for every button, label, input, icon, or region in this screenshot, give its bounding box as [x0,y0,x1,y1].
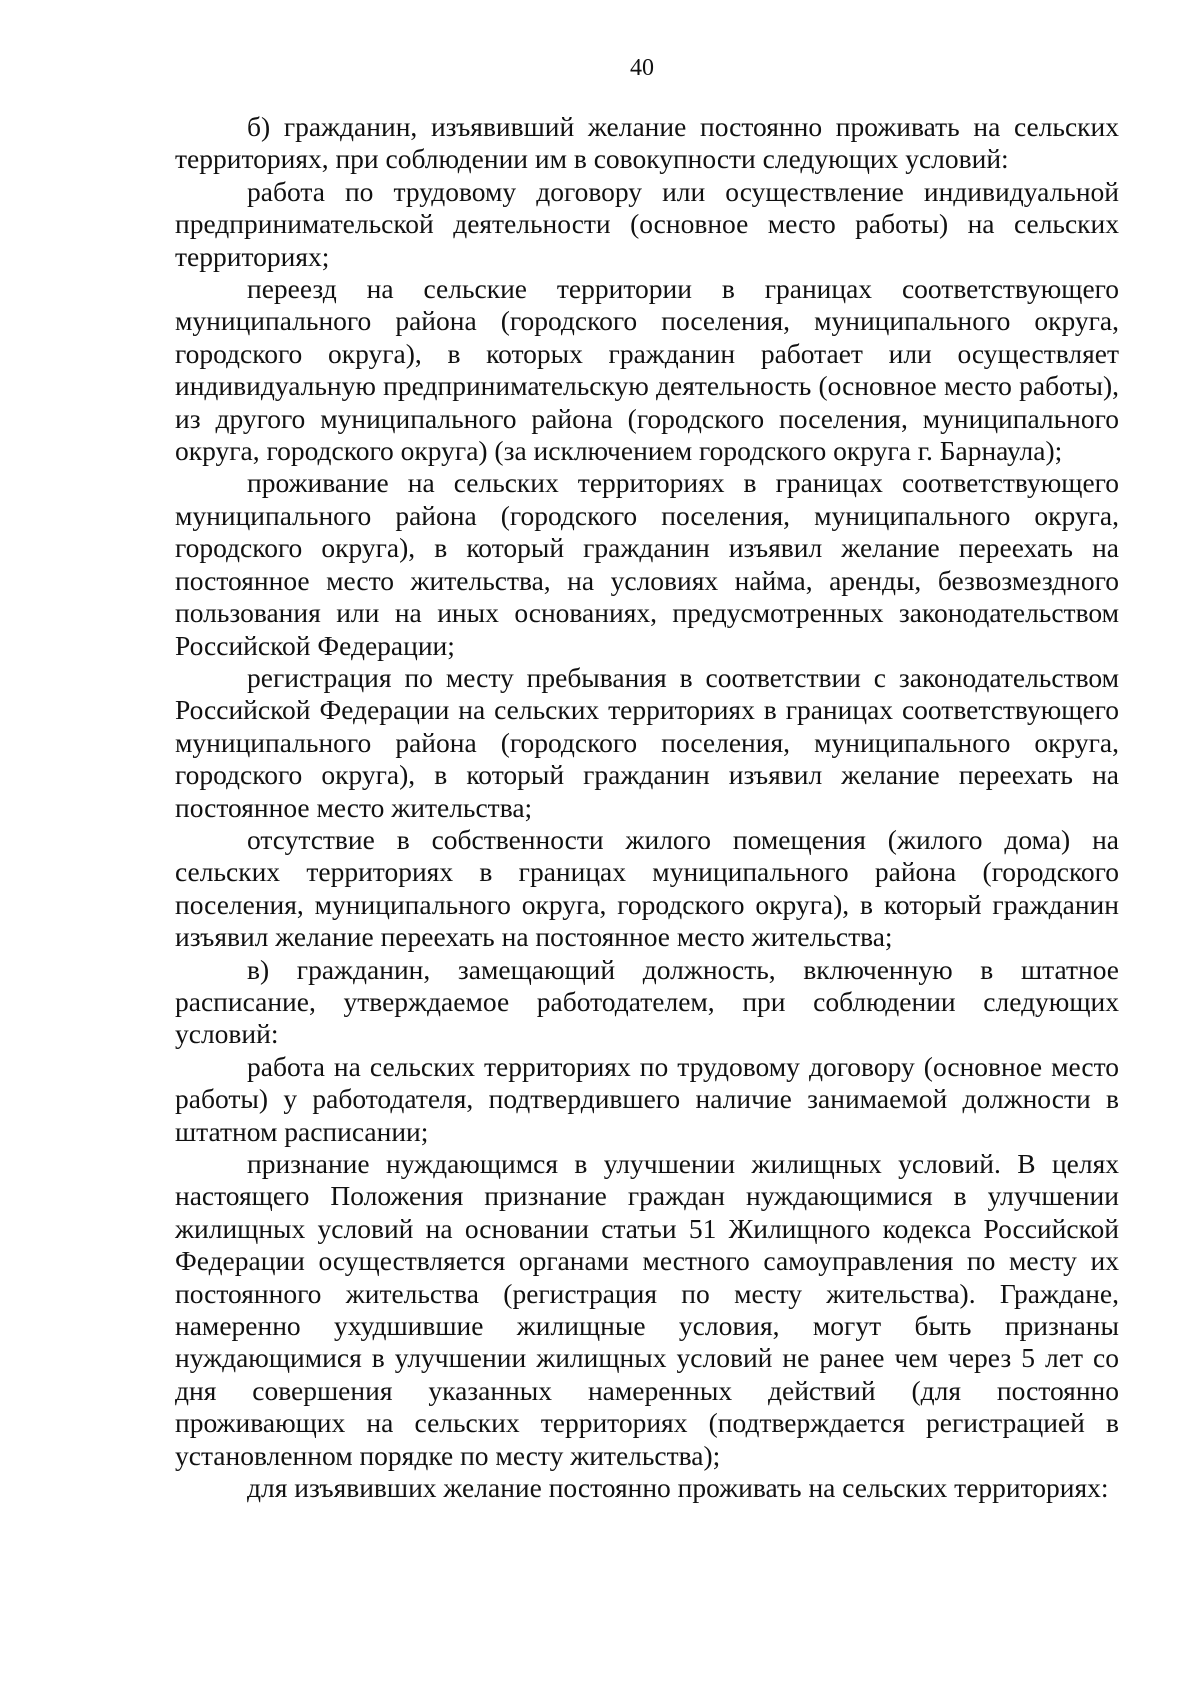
paragraph-rural-work-condition: работа на сельских территориях по трудовому договору (основное место работы) у работодателя, подтвердившего наличие занимаемой должности в штатном расписании; [175,1050,1119,1147]
paragraph-intent-to-reside: для изъявивших желание постоянно проживать на сельских территориях: [247,1472,1109,1504]
paragraph-employment-condition: работа по трудовому договору или осуществление индивидуальной предпринимательской деятельности (основное место работы) на сельских территориях; [175,175,1119,272]
document-body [175,111,1119,1504]
paragraph-relocation-condition: переезд на сельские территории в границах соответствующего муниципального района (городского поселения, муниципального округа, городского округа), в которых гражданин работает или осуществляет индивидуальную предпринимательскую деятельность (основное место работы), из другого муниципального района (городского поселения, муниципального округа, городского округа) (за исключением городского округа г. Барнаула); [175,273,1119,467]
paragraph-registration-condition: регистрация по месту пребывания в соответствии с законодательством Российской Федерации на сельских территориях в границах соответствующего муниципального района (городского поселения, муниципального округа, городского округа), в который гражданин изъявил желание переехать на постоянное место жительства; [175,661,1119,823]
paragraph-item-b: б) гражданин, изъявивший желание постоянно проживать на сельских территориях, при соблюдении им в совокупности следующих условий: [175,111,1119,175]
paragraph-housing-need-condition: признание нуждающимся в улучшении жилищных условий. В целях настоящего Положения признание граждан нуждающимися в улучшении жилищных условий на основании статьи 51 Жилищного кодекса Российской Федерации осуществляется органами местного самоуправления по месту их постоянного жительства (регистрация по месту жительства). Граждане, намеренно ухудшившие жилищные условия, могут быть признаны нуждающимися в улучшении жилищных условий не ранее чем через 5 лет со дня совершения указанных намеренных действий (для постоянно проживающих на сельских территориях (подтверждается регистрацией в установленном порядке по месту жительства); [175,1148,1119,1471]
paragraph-residence-condition: проживание на сельских территориях в границах соответствующего муниципального района (городского поселения, муниципального округа, городского округа), в который гражданин изъявил желание переехать на постоянное место жительства, на условиях найма, аренды, безвозмездного пользования или на иных основаниях, предусмотренных законодательством Российской Федерации; [175,467,1119,661]
page-number: 40 [630,55,654,81]
paragraph-item-v: в) гражданин, замещающий должность, включенную в штатное расписание, утверждаемое работодателем, при соблюдении следующих условий: [175,953,1119,1050]
paragraph-no-ownership-condition: отсутствие в собственности жилого помещения (жилого дома) на сельских территориях в границах муниципального района (городского поселения, муниципального округа, городского округа), в который гражданин изъявил желание переехать на постоянное место жительства; [175,823,1119,953]
